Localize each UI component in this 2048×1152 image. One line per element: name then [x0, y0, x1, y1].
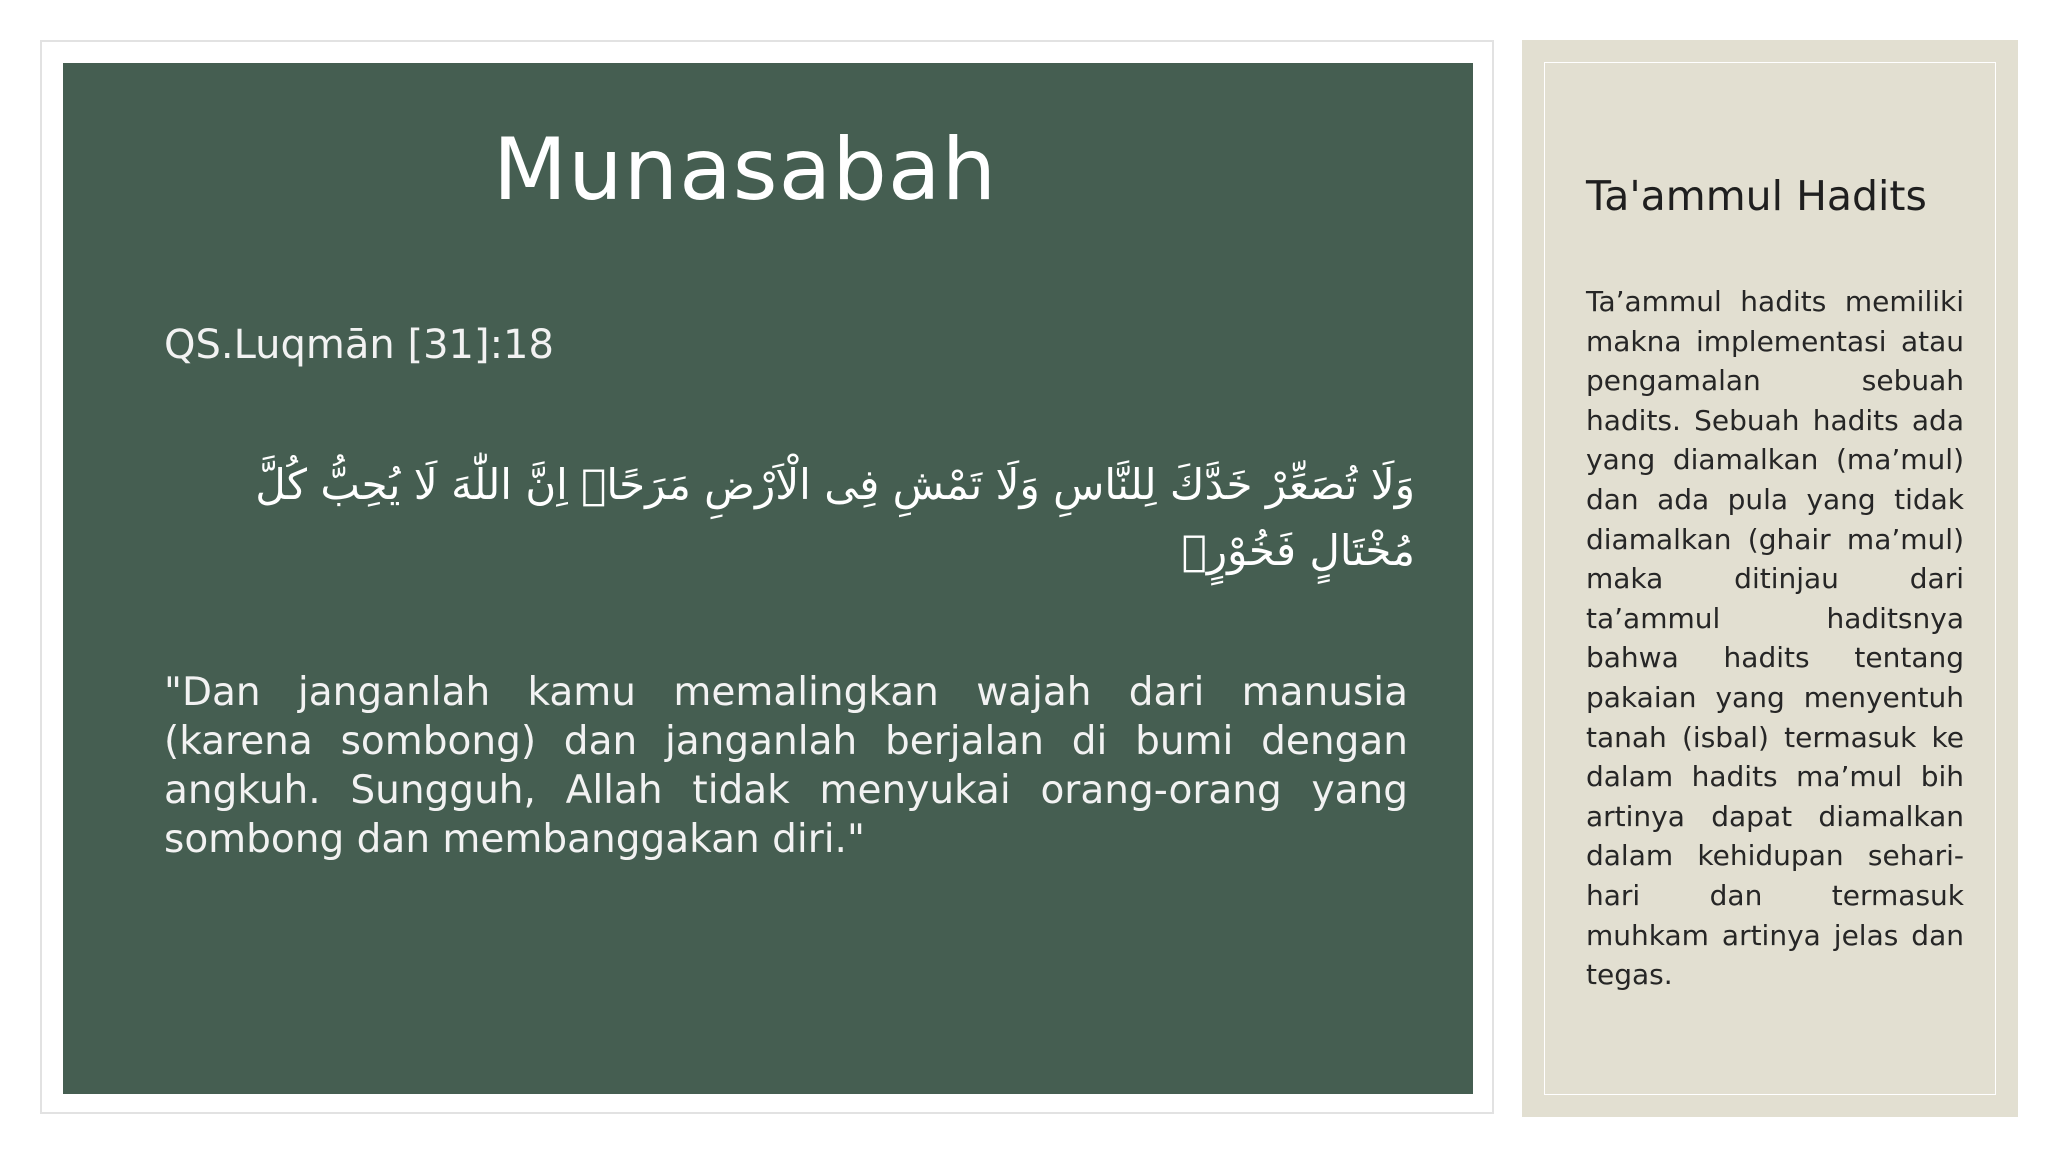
verse-reference: QS.Luqmān [31]:18	[164, 322, 554, 368]
side-panel-title: Ta'ammul Hadits	[1586, 172, 1927, 220]
arabic-verse: وَلَا تُصَعِّرْ خَدَّكَ لِلنَّاسِ وَلَا تَمْشِ فِى الْاَرْضِ مَرَحًاۗ اِنَّ اللّٰهَ لَا يُحِبُّ كُلَّ مُخْتَالٍ فَخُوْرٍۚ	[255, 460, 1415, 575]
verse-translation: "Dan janganlah kamu memalingkan wajah dari manusia (karena sombong) dan janganlah berjalan di bumi dengan angkuh. Sungguh, Allah tidak menyukai orang-orang yang sombong dan membanggakan diri."	[164, 670, 1408, 862]
slide-title: Munasabah	[492, 120, 998, 220]
side-panel-body: Ta’ammul hadits memiliki makna implementasi atau pengamalan sebuah hadits. Sebuah hadits ada yang diamalkan (ma’mul) dan ada pula yang tidak diamalkan (ghair ma’mul) maka ditinjau dari ta’ammul haditsnya bahwa hadits tentang pakaian yang menyentuh tanah (isbal) termasuk ke dalam hadits ma’mul bih artinya dapat diamalkan dalam kehidupan sehari-hari dan termasuk muhkam artinya jelas dan tegas.	[1586, 285, 1964, 992]
